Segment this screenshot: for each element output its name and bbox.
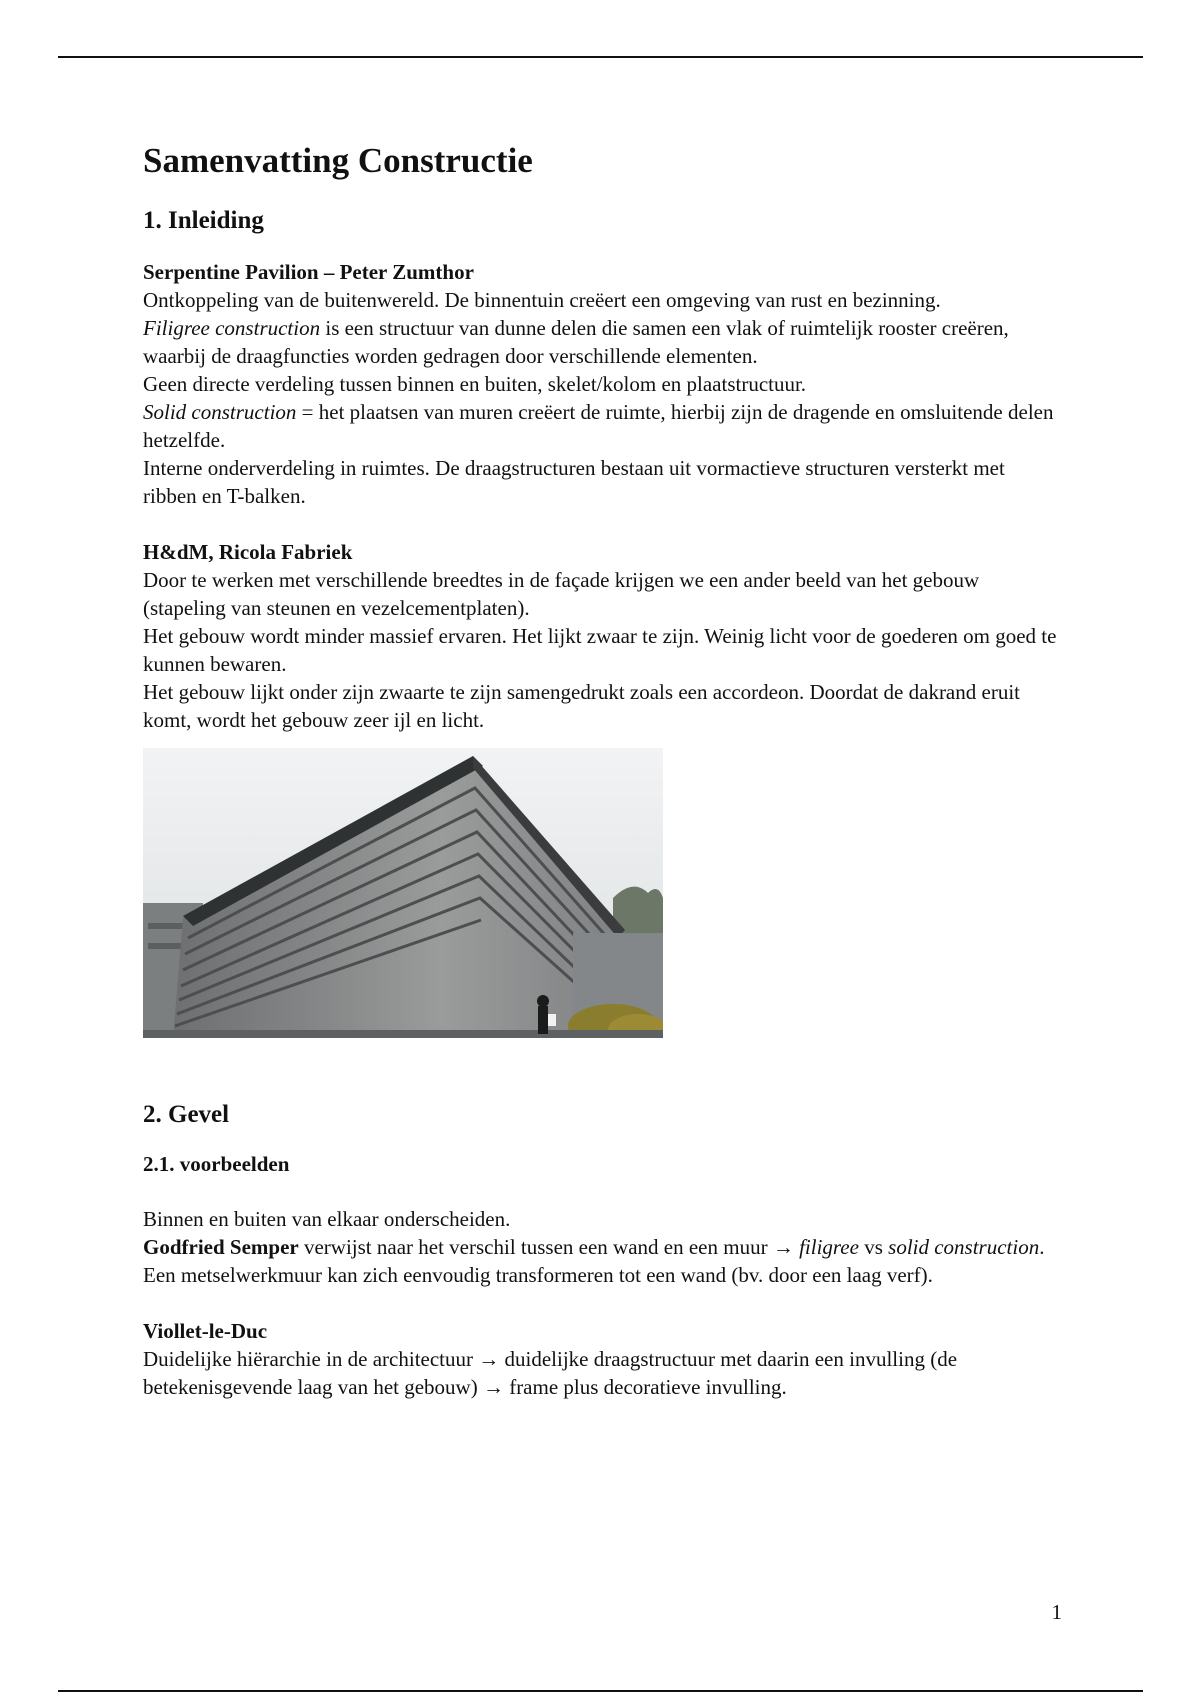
term-filigree: filigree [799, 1235, 859, 1260]
text-line: Geen directe verdeling tussen binnen en buiten, skelet/kolom en plaatstructuur. [143, 372, 807, 396]
text-line: Binnen en buiten van elkaar onderscheiden. [143, 1207, 511, 1232]
text-line [143, 398, 1063, 454]
text-line: Ontkoppeling van de buitenwereld. De binnentuin creëert een omgeving van rust en bezinning. [143, 288, 941, 312]
paragraph-serpentine [143, 258, 1063, 510]
text-line [143, 1233, 1063, 1289]
page-number: 1 [1051, 1600, 1062, 1624]
name-semper: Godfried Semper [143, 1235, 299, 1260]
paragraph-title-ricola: H&dM, Ricola Fabriek [143, 540, 353, 564]
top-rule [58, 56, 1143, 58]
paragraph-semper [143, 1205, 1063, 1289]
text-span: vs [858, 1235, 889, 1260]
text-span: verwijst naar het verschil tussen een wand en een muur → [298, 1235, 800, 1260]
paragraph-title-serpentine: Serpentine Pavilion – Peter Zumthor [143, 260, 474, 284]
ricola-factory-photo [143, 748, 663, 1038]
text-line [143, 314, 1063, 370]
bottom-rule [58, 1690, 1143, 1692]
term-filigree: Filigree construction [143, 316, 321, 340]
section-heading-gevel: 2. Gevel [143, 1101, 230, 1128]
paragraph-viollet [143, 1317, 1063, 1401]
term-solid: Solid construction [143, 400, 297, 424]
term-solid: solid construction [888, 1235, 1040, 1260]
section-heading-inleiding: 1. Inleiding [143, 207, 264, 234]
text-span: . Een metselwerkmuur kan zich eenvoudig transformeren tot een wand (bv. door een laag verf). [143, 1235, 1045, 1288]
text-line: Door te werken met verschillende breedtes in de façade krijgen we een ander beeld van het gebouw (stapeling van steunen en vezelcementplaten). [143, 568, 980, 620]
text-line: Het gebouw lijkt onder zijn zwaarte te zijn samengedrukt zoals een accordeon. Doordat de dakrand eruit komt, wordt het gebouw zeer ijl en licht. [143, 680, 1020, 732]
subsection-heading-voorbeelden: 2.1. voorbeelden [143, 1152, 290, 1176]
text-line: Duidelijke hiërarchie in de architectuur → duidelijke draagstructuur met daarin een invulling (de betekenisgevende laag van het gebouw) → frame plus decoratieve invulling. [143, 1347, 958, 1400]
text-span: is een structuur van dunne delen die samen een vlak of ruimtelijk rooster creëren, waarbij de draagfuncties worden gedragen door verschillende elementen. [143, 316, 1009, 368]
text-line: Interne onderverdeling in ruimtes. De draagstructuren bestaan uit vormactieve structuren versterkt met ribben en T-balken. [143, 456, 1005, 508]
page-content [143, 140, 1063, 1401]
text-line: Het gebouw wordt minder massief ervaren. Het lijkt zwaar te zijn. Weinig licht voor de goederen om goed te kunnen bewaren. [143, 624, 1057, 676]
paragraph-title-viollet: Viollet-le-Duc [143, 1319, 268, 1344]
text-span: = het plaatsen van muren creëert de ruimte, hierbij zijn de dragende en omsluitende delen hetzelfde. [143, 400, 1054, 452]
document-title: Samenvatting Constructie [143, 141, 533, 180]
paragraph-ricola [143, 538, 1063, 734]
